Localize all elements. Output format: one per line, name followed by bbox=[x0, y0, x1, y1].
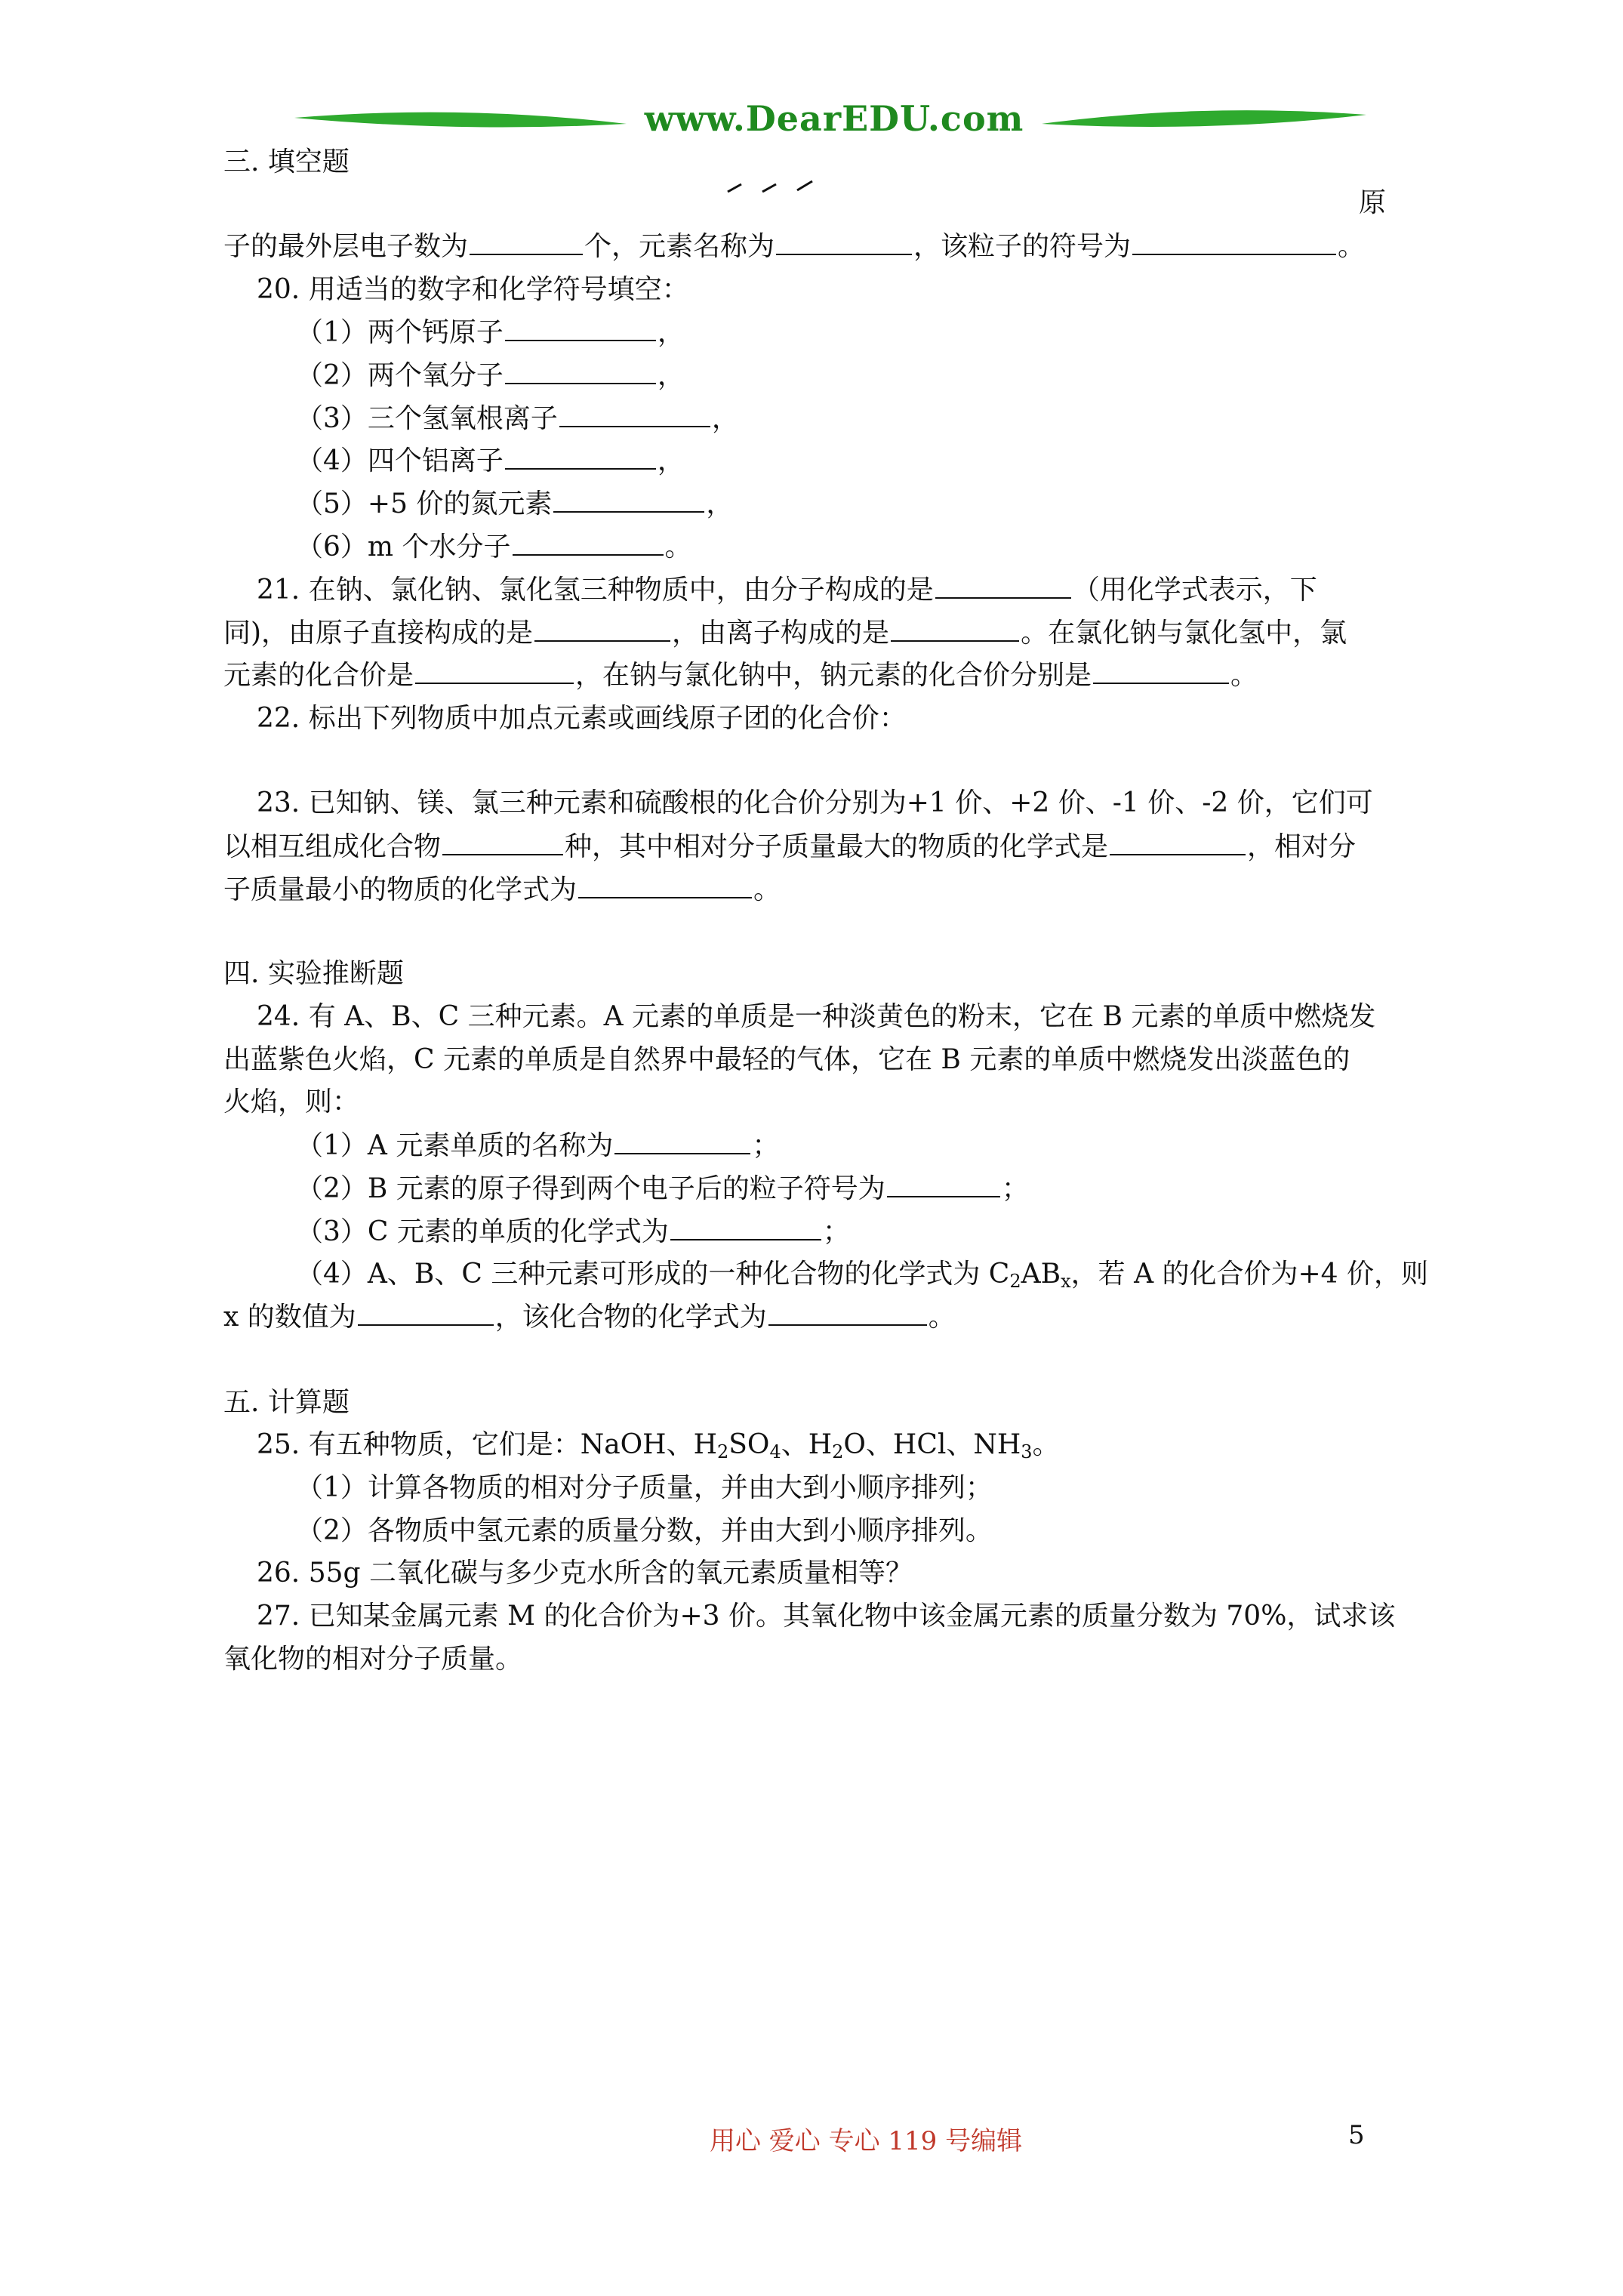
section-title-experiment: 四. 实验推断题 bbox=[223, 958, 404, 989]
q21-line-1: 21. 在钠、氯化钠、氯化氢三种物质中，由分子构成的是 （用化学式表示，下 bbox=[257, 569, 1317, 612]
q26: 26. 55g 二氧化碳与多少克水所含的氧元素质量相等？ bbox=[257, 1558, 913, 1589]
q24-line-3: 火焰，则： bbox=[223, 1086, 360, 1117]
q21-line-3: 元素的化合价是 ，在钠与氯化钠中，钠元素的化合价分别是 。 bbox=[223, 654, 1258, 697]
footer-editor-note: 用心 爱心 专心 119 号编辑 bbox=[710, 2126, 1023, 2156]
q24-item-2: （2）B 元素的原子得到两个电子后的粒子符号为 ； bbox=[296, 1167, 1029, 1210]
q25: 25. 有五种物质，它们是：NaOH、$H_2SO_4$、$H_2O$、HCl、$NH_3$。 bbox=[257, 1429, 1060, 1462]
q20-title: 20. 用适当的数字和化学符号填空： bbox=[257, 274, 689, 305]
green-swoosh-right-icon bbox=[1042, 107, 1366, 133]
q20-item-2: （2）两个氧分子 ， bbox=[296, 354, 685, 397]
stray-tick-marks bbox=[725, 174, 838, 196]
q24-item-4: （4）A、B、C 三种元素可形成的一种化合物的化学式为 $C_2AB_x$，若 A 的化合价为+4 价，则 bbox=[296, 1259, 1429, 1292]
site-header bbox=[294, 97, 1366, 142]
q20-item-3: （3）三个氢氧根离子 ， bbox=[296, 397, 739, 440]
q20-item-5: （5）+5 价的氮元素 ， bbox=[296, 482, 733, 525]
section-title-calculation: 五. 计算题 bbox=[223, 1387, 350, 1418]
q20-item-6: （6）m 个水分子 。 bbox=[296, 525, 692, 569]
q19-text: 子的最外层电子数为 个，元素名称为 ，该粒子的符号为 。 bbox=[223, 225, 1365, 268]
q23-line-1: 23. 已知钠、镁、氯三种元素和硫酸根的化合价分别为+1 价、+2 价、-1 价、-2 价，它们可 bbox=[257, 787, 1373, 818]
q24-item-3: （3）C 元素的单质的化学式为 ； bbox=[296, 1210, 850, 1253]
q23-line-2: 以相互组成化合物 种，其中相对分子质量最大的物质的化学式是 ，相对分 bbox=[223, 825, 1356, 868]
q27-line-1: 27. 已知某金属元素 M 的化合价为+3 价。其氧化物中该金属元素的质量分数为 70%，试求该 bbox=[257, 1601, 1396, 1632]
q25-item-2: （2）各物质中氢元素的质量分数，并由大到小顺序排列。 bbox=[296, 1515, 993, 1546]
section-title-fill-blank: 三. 填空题 bbox=[223, 146, 350, 177]
q24-item-1: （1）A 元素单质的名称为 ； bbox=[296, 1124, 779, 1167]
q25-item-1: （1）计算各物质的相对分子质量，并由大到小顺序排列； bbox=[296, 1472, 993, 1503]
q24-item-4-continued: x 的数值为 ，该化合物的化学式为 。 bbox=[223, 1296, 956, 1339]
q27-line-2: 氧化物的相对分子质量。 bbox=[223, 1644, 523, 1675]
site-logo-text: www.DearEDU.com bbox=[644, 98, 1024, 139]
q20-item-1: （1）两个钙原子 ， bbox=[296, 311, 685, 354]
q23-line-3: 子质量最小的物质的化学式为 。 bbox=[223, 868, 781, 911]
q19-tail-char: 原 bbox=[1359, 187, 1387, 218]
q20-item-4: （4）四个铝离子 ， bbox=[296, 439, 685, 482]
q21-line-2: 同)，由原子直接构成的是 ，由离子构成的是 。在氯化钠与氯化氢中，氯 bbox=[223, 612, 1347, 655]
q22: 22. 标出下列物质中加点元素或画线原子团的化合价： bbox=[257, 703, 907, 734]
page-number: 5 bbox=[1348, 2120, 1365, 2150]
q24-line-2: 出蓝紫色火焰，C 元素的单质是自然界中最轻的气体，它在 B 元素的单质中燃烧发出淡蓝色的 bbox=[223, 1044, 1350, 1075]
green-swoosh-left-icon bbox=[294, 107, 627, 133]
q24-line-1: 24. 有 A、B、C 三种元素。A 元素的单质是一种淡黄色的粉末，它在 B 元素的单质中燃烧发 bbox=[257, 1001, 1376, 1032]
